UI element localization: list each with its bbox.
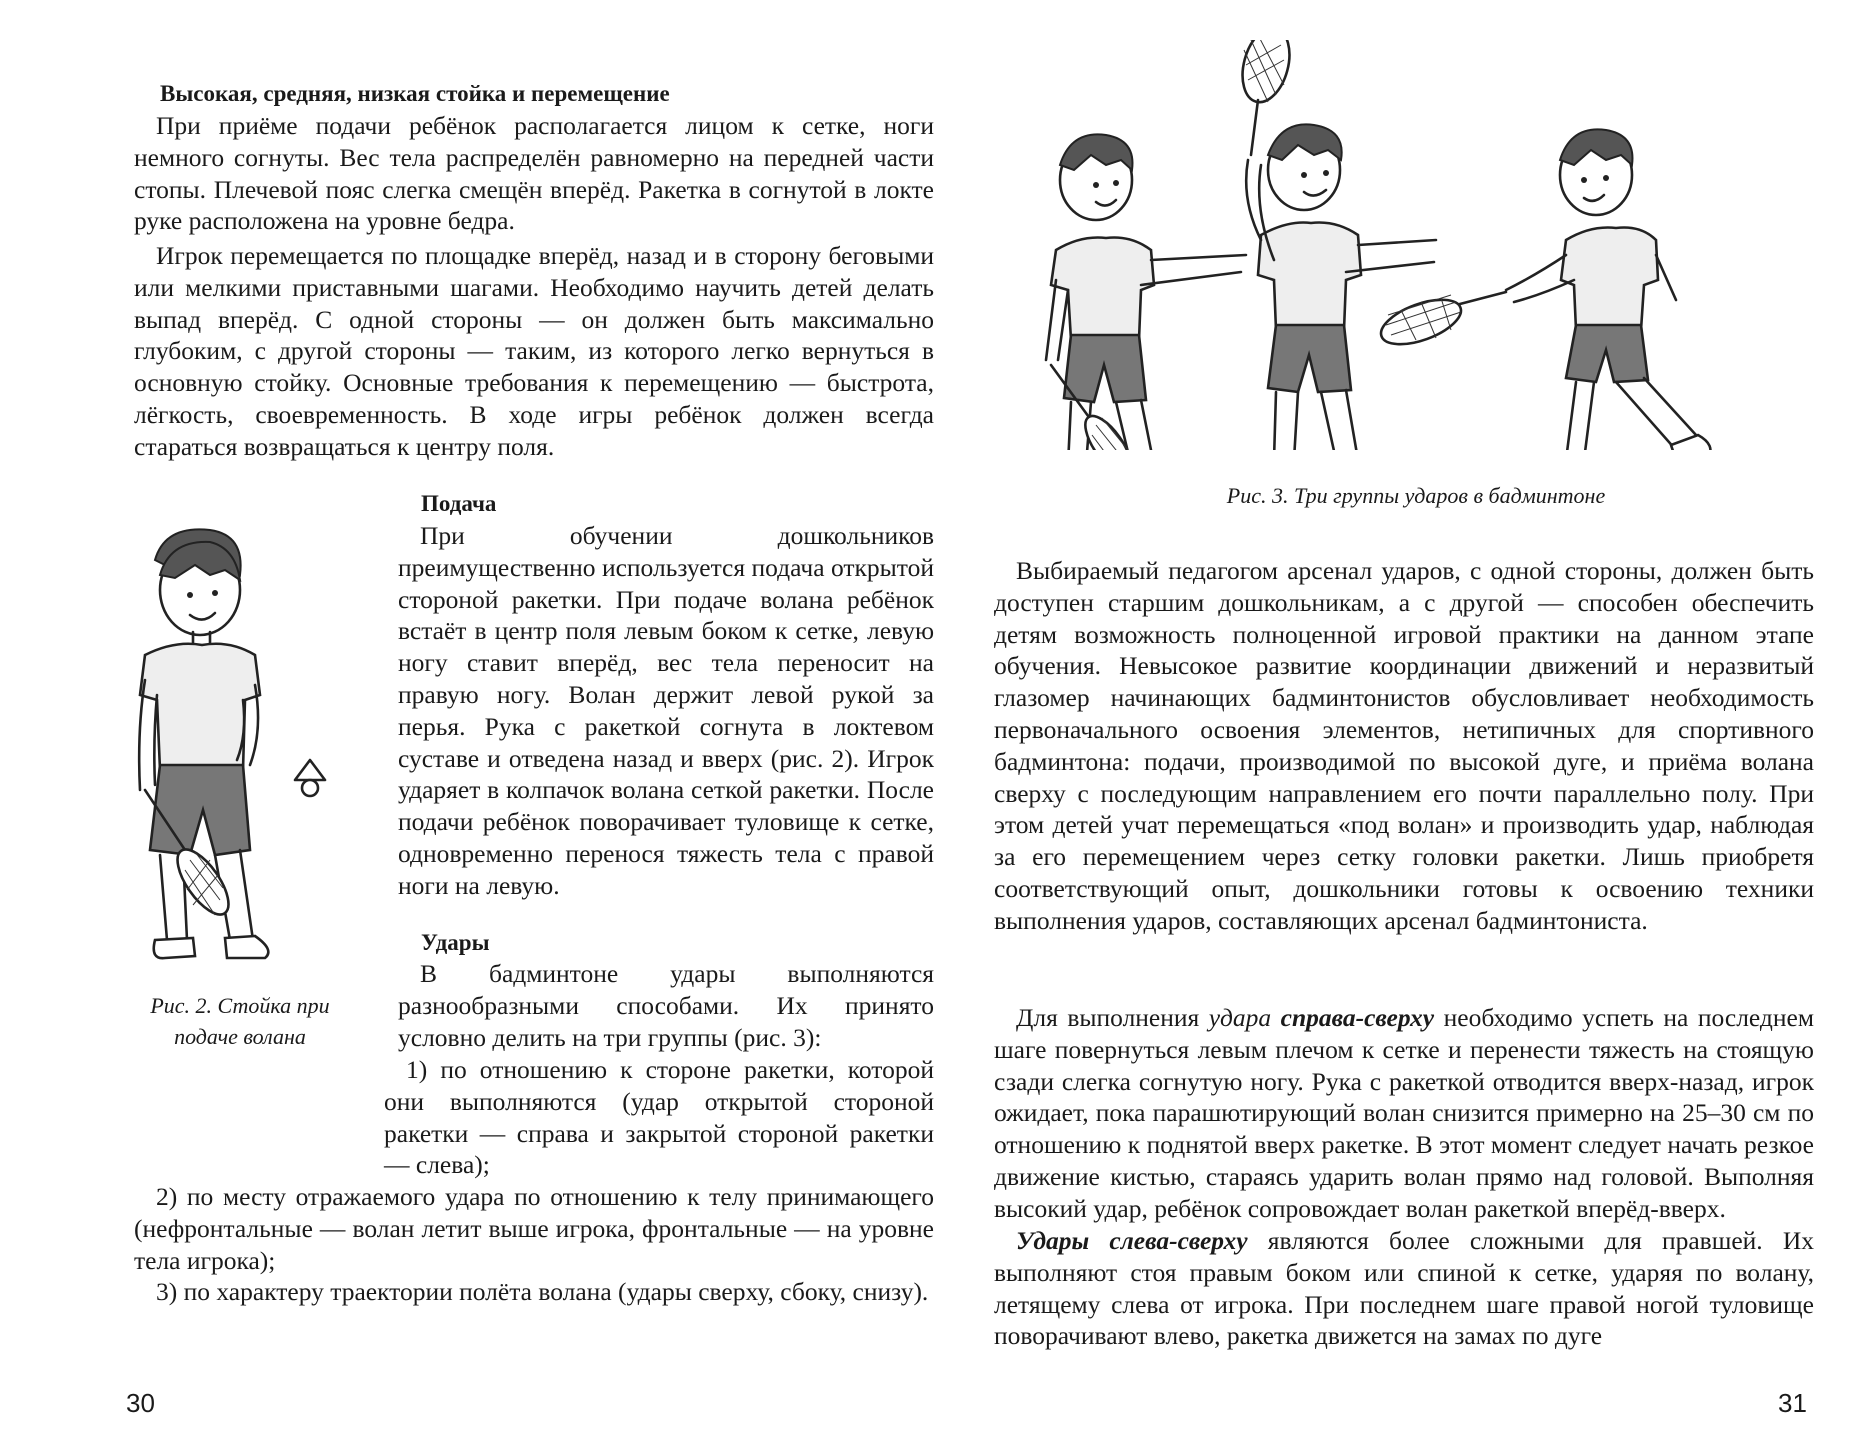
paragraph-overhead [994, 1002, 1814, 1225]
figure-3-boy-2 [1235, 40, 1436, 450]
paragraph-strokes: В бадминтоне удары выполняются разнообразными способами. Их принято условно делить на три группы (рис. 3): [398, 959, 934, 1052]
caption-figure-3: Рис. 3. Три группы ударов в бадминтоне [1226, 483, 1606, 508]
figure-2-serve-stance [115, 520, 335, 960]
figure-3-three-strokes [1036, 40, 1736, 450]
paragraph-serve: При обучении дошкольников преимущественно используется подача открытой стороной ракетки. При подаче волана ребёнок встаёт в центр поля левым боком к сетке, левую ногу ставит вперёд, вес тела переносит на правую ногу. Волан держит левой рукой за перья. Рука с ракеткой согнута в локтевом суставе и отведена назад и вверх (рис. 2). Игрок ударяет в колпачок волана сеткой ракетки. После подачи ребёнок поворачивает туловище к сетке, одновременно перенося тяжесть тела с правой ноги на левую. [398, 521, 934, 900]
heading-stance: Высокая, средняя, низкая стойка и перемещение [160, 81, 670, 106]
heading-strokes: Удары [421, 930, 490, 955]
figure-3-boy-3 [1375, 129, 1710, 450]
list-item-2: 2) по месту отражаемого удара по отношению к телу принимающего (нефронтальные — волан летит выше игрока, фронтальные — на уровне тела игрока); [134, 1182, 934, 1275]
paragraph-overhead-body: необходимо успеть на последнем шаге повернуться левым плечом к сетке и перенести тяжесть на стоящую сзади слегка согнутую ногу. Рука с ракеткой отводится вверх-назад, игрок ожидает, пока парашютирующий волан снизится примерно на 25–30 см по отношению к поднятой вверх ракетке. В этот момент следует начать резкое движение кистью, стараясь ударить волан прямо над головой. Выполняя высокий удар, ребёнок сопровождает волан ракеткой вперёд-вверх. [994, 1003, 1814, 1223]
caption-figure-2: Рис. 2. Стойка при подаче волана [150, 993, 330, 1049]
page-number-right: 31 [1778, 1388, 1807, 1418]
paragraph-backhand-term: Удары слева-сверху [1016, 1226, 1248, 1255]
paragraph-stance-2: Игрок перемещается по площадке вперёд, назад и в сторону беговыми или мелкими приставными шагами. Необходимо научить детей делать выпад вперёд. С одной стороны — он должен быть максимально глубоким, с другой стороны — таким, из которого легко вернуться в основную стойку. Основные требования к перемещению — быстрота, лёгкость, своевременность. В ходе игры ребёнок должен всегда стараться возвращаться к центру поля. [134, 241, 934, 461]
list-item-3: 3) по характеру траектории полёта волана (удары сверху, сбоку, снизу). [156, 1277, 929, 1306]
paragraph-arsenal: Выбираемый педагогом арсенал ударов, с одной стороны, должен быть доступен старшим дошкольникам, а с другой — способен обеспечить детям возможность полноценной игровой практики на данном этапе обучения. Невысокое развитие координации движений и неразвитый глазомер начинающих бадминтонистов обусловливает необходимость первоначального освоения элементов, нетипичных для спортивного бадминтона: подачи, производимой по высокой дуге, и приёма волана сверху с последующим направлением его почти параллельно полу. При этом детей учат перемещаться «под волан» и производить удар, наблюдая за его перемещением через сетку головки ракетки. Лишь приобретя соответствующий опыт, дошкольники готовы к освоению техники выполнения ударов, составляющих арсенал бадминтониста. [994, 556, 1814, 935]
figure-3-boy-1 [1046, 134, 1246, 450]
paragraph-backhand [994, 1225, 1814, 1352]
paragraph-overhead-term-b: справа-сверху [1280, 1003, 1435, 1032]
paragraph-backhand-body: являются более сложными для правшей. Их выполняют стоя правым боком или спиной к сетке, ударяя по волану, летящему слева от игрока. При последнем шаге правой ногой туловище поворачивают влево, ракетка движется на замах по дуге [994, 1226, 1814, 1351]
paragraph-stance-1: При приёме подачи ребёнок располагается лицом к сетке, ноги немного согнуты. Вес тела распределён равномерно на передней части стопы. Плечевой пояс слегка смещён вперёд. Ракетка в согнутой в локте руке расположена на уровне бедра. [134, 111, 934, 236]
list-item-1: 1) по отношению к стороне ракетки, которой они выполняются (удар открытой стороной ракетки — справа и закрытой стороной ракетки — слева); [384, 1055, 934, 1180]
right-page [936, 0, 1872, 1442]
page-number-left: 30 [126, 1388, 155, 1418]
paragraph-overhead-term-a: удара [1208, 1003, 1281, 1032]
paragraph-overhead-lead: Для выполнения [1016, 1003, 1209, 1032]
heading-serve: Подача [421, 491, 497, 516]
